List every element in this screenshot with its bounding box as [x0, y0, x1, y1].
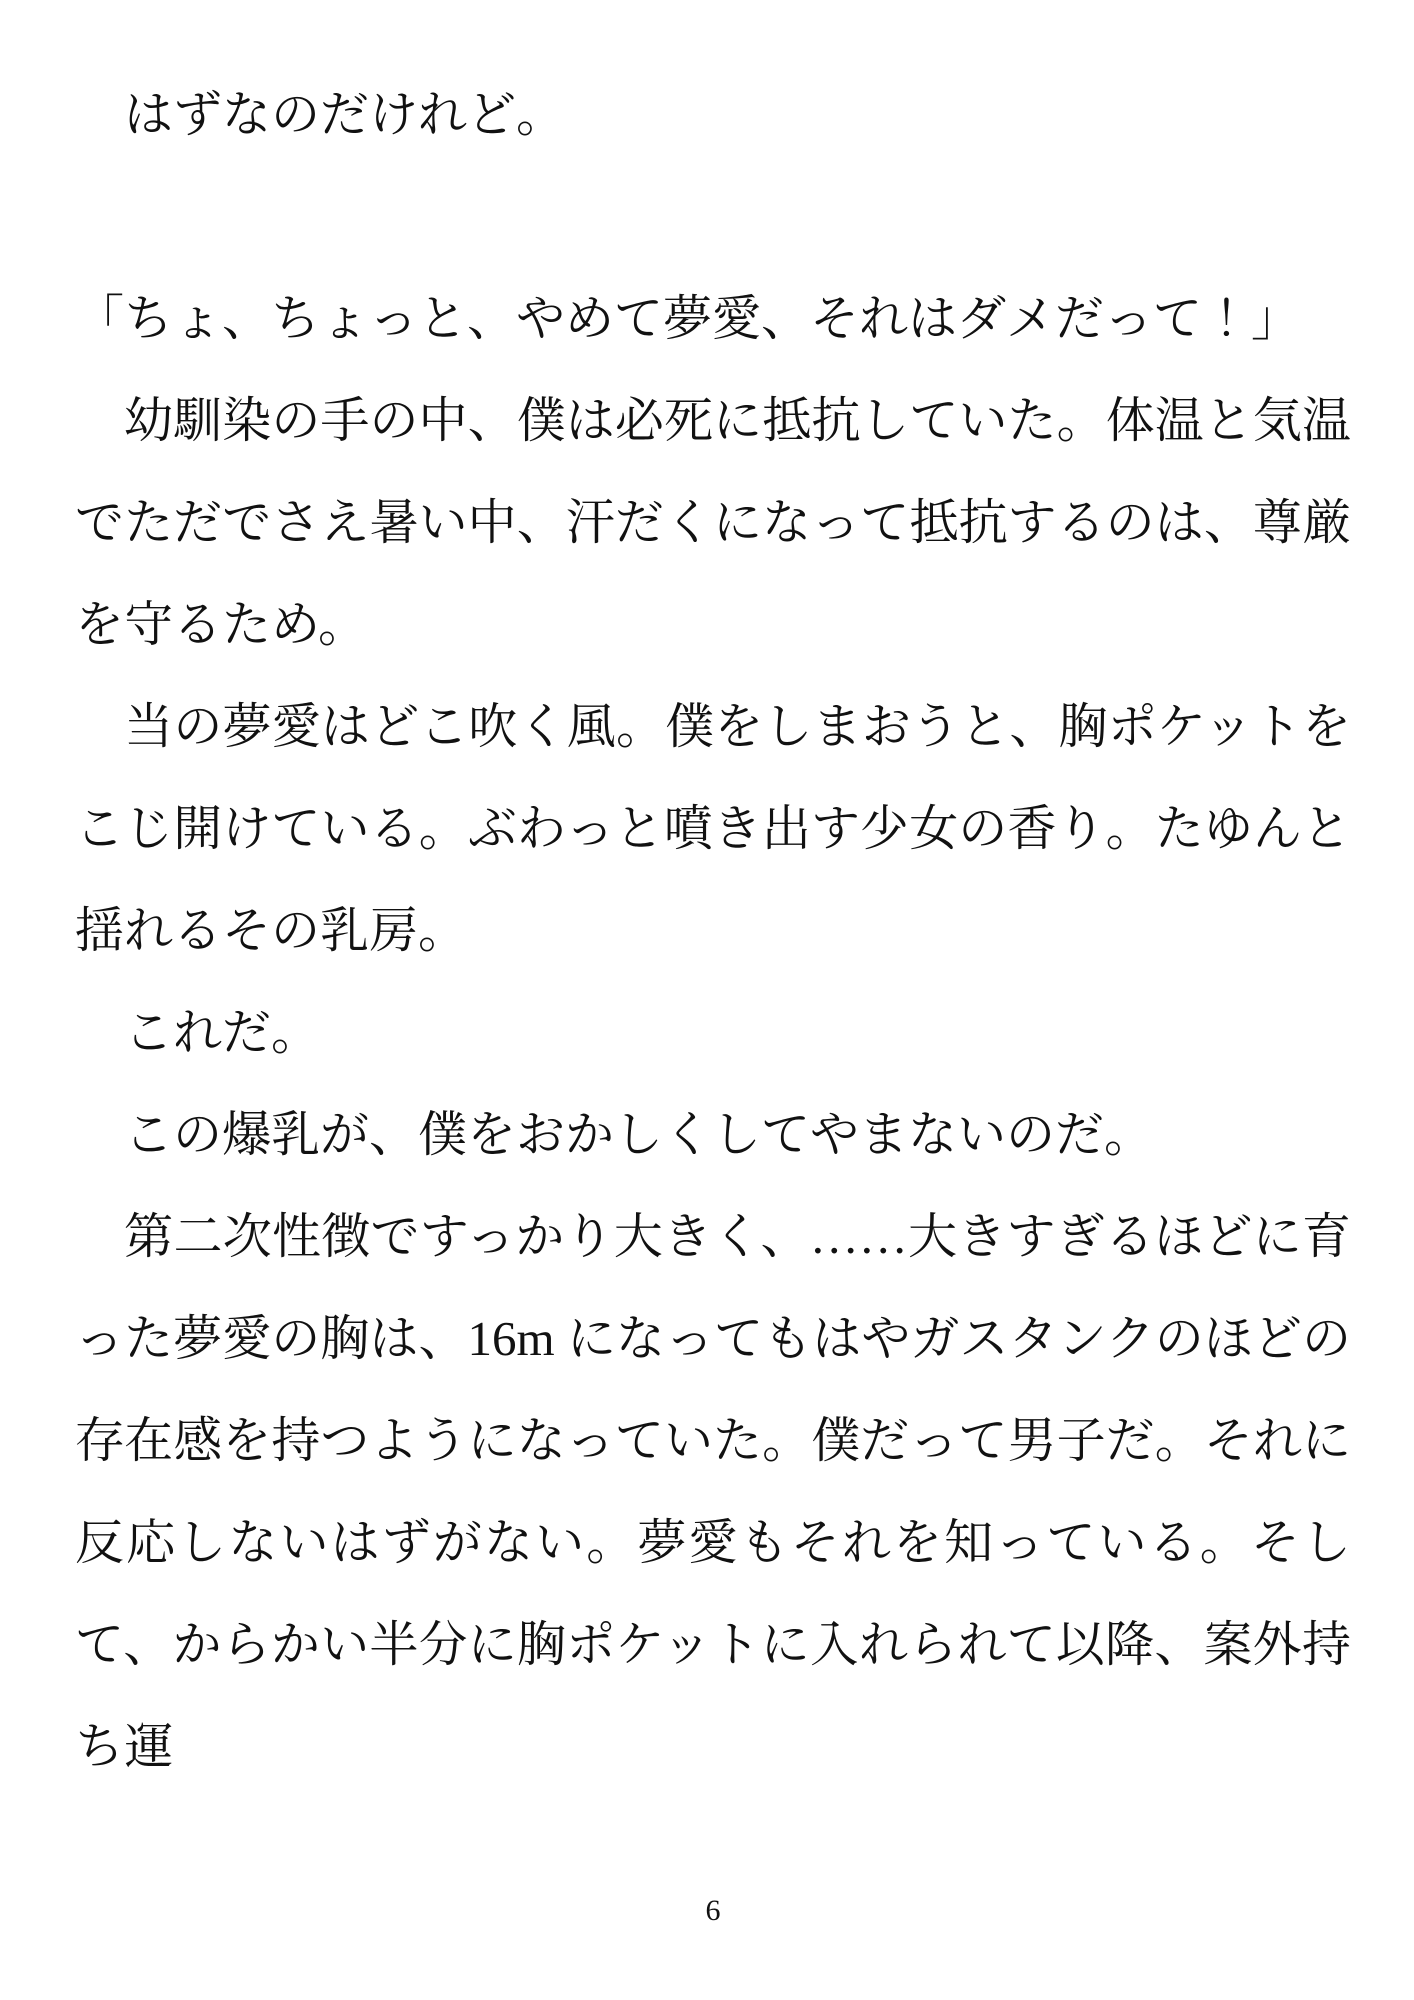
- paragraph-resistance: 幼馴染の手の中、僕は必死に抵抗していた。体温と気温でただでさえ暑い中、汗だくになって抵抗するのは、尊厳を守るため。: [75, 393, 1351, 652]
- novel-body-text: [75, 64, 1351, 1798]
- page-footer: [75, 1894, 1351, 1928]
- paragraph-pocket: 当の夢愛はどこ吹く風。僕をしまおうと、胸ポケットをこじ開けている。ぶわっと噴き出す少女の香り。たゆんと揺れるその乳房。: [75, 699, 1351, 958]
- paragraph-koreda: これだ。: [75, 1005, 321, 1060]
- paragraph-dialogue: 「ちょ、ちょっと、やめて夢愛、それはダメだって！」: [75, 291, 1301, 346]
- paragraph-final: 第二次性徴ですっかり大きく、……大きすぎるほどに育った夢愛の胸は、16m になってもはやガスタンクのほどの存在感を持つようになっていた。僕だって男子だ。それに反応しないはずがない。夢愛もそれを知っている。そして、からかい半分に胸ポケットに入れられて以降、案外持ち運: [75, 1209, 1351, 1774]
- page-number: 6: [705, 1894, 721, 1927]
- paragraph-hazunanodakeredo: はずなのだけれど。: [75, 87, 566, 142]
- paragraph-bakunyu: この爆乳が、僕をおかしくしてやまないのだ。: [75, 1107, 1154, 1162]
